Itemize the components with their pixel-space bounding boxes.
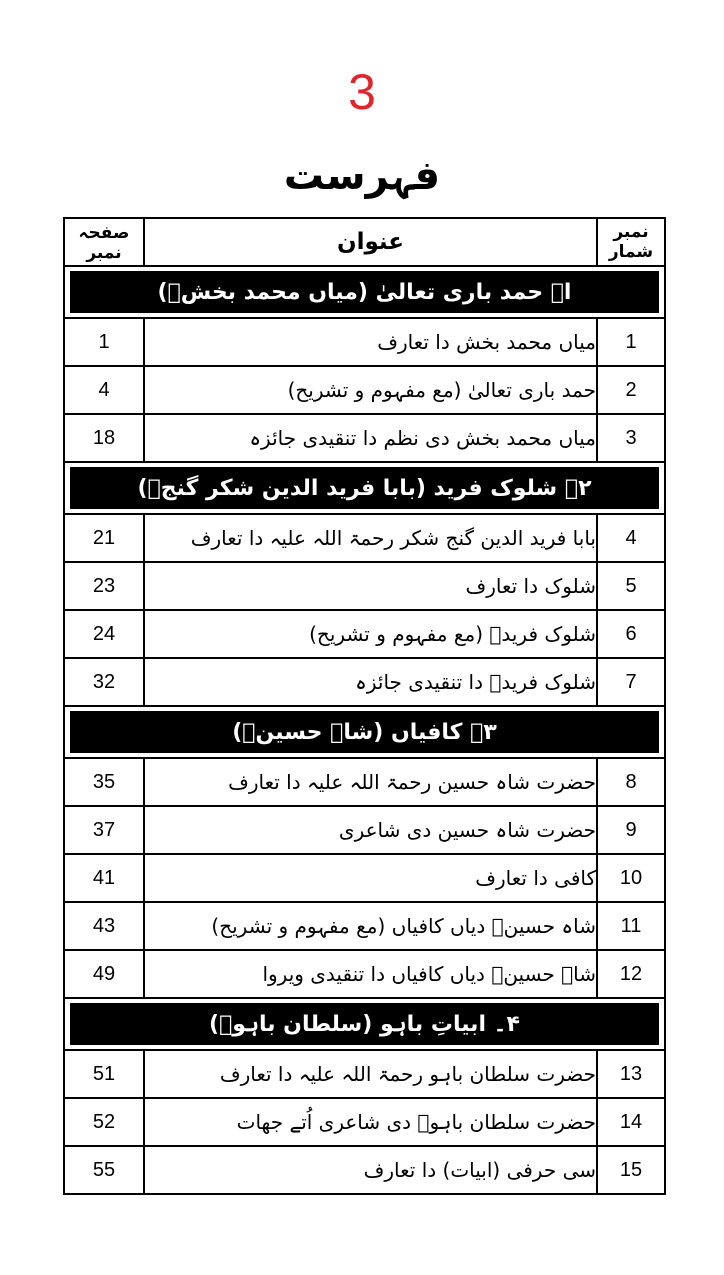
title-cell: بابا فرید الدین گنج شکر رحمۃ اللہ علیہ دا تعارف [144,514,597,562]
page-cell: 4 [64,366,144,414]
header-number: نمبر شمار [597,218,665,266]
title-cell: میاں محمد بخش دا تعارف [144,318,597,366]
page-cell: 18 [64,414,144,462]
table-row [64,414,665,462]
table-row [64,1098,665,1146]
header-title: عنوان [144,218,597,266]
page-cell: 41 [64,854,144,902]
section-heading: ۳۔ کافیاں (شاہ حسینؒ) [70,711,659,753]
number-cell: 10 [597,854,665,902]
number-cell: 7 [597,658,665,706]
table-row [64,514,665,562]
page-cell: 23 [64,562,144,610]
page-cell: 32 [64,658,144,706]
table-row [64,758,665,806]
title-cell: شلوک فریدؒ دا تنقیدی جائزہ [144,658,597,706]
page-cell: 1 [64,318,144,366]
header-row [64,218,665,266]
title-cell: سی حرفی (ابیات) دا تعارف [144,1146,597,1194]
page-title: فہرست [283,153,441,199]
table-row [64,902,665,950]
title-cell: شلوک فریدؒ (مع مفہوم و تشریح) [144,610,597,658]
title-cell: کافی دا تعارف [144,854,597,902]
section-heading-row [64,706,665,758]
table-row [64,318,665,366]
page-cell: 24 [64,610,144,658]
title-cell: حضرت شاہ حسین رحمۃ اللہ علیہ دا تعارف [144,758,597,806]
page-cell: 52 [64,1098,144,1146]
page-cell: 51 [64,1050,144,1098]
number-cell: 2 [597,366,665,414]
table-row [64,1146,665,1194]
number-cell: 11 [597,902,665,950]
page-cell: 37 [64,806,144,854]
section-heading: ا۔ حمد باری تعالیٰ (میاں محمد بخشؒ) [70,271,659,313]
contents-table-body [64,218,665,1194]
table-row [64,366,665,414]
page-cell: 55 [64,1146,144,1194]
number-cell: 3 [597,414,665,462]
table-row [64,610,665,658]
page-number: 3 [348,64,376,120]
table-row [64,1050,665,1098]
section-heading-cell [64,706,665,758]
page-cell: 49 [64,950,144,998]
number-cell: 4 [597,514,665,562]
page-cell: 43 [64,902,144,950]
number-cell: 8 [597,758,665,806]
section-heading-cell [64,462,665,514]
title-cell: حضرت سلطان باہوؒ دی شاعری اُتے جھات [144,1098,597,1146]
section-heading-cell [64,998,665,1050]
table-row [64,854,665,902]
section-heading-row [64,998,665,1050]
number-cell: 13 [597,1050,665,1098]
table-row [64,806,665,854]
number-cell: 9 [597,806,665,854]
section-heading: ۴۔ ابیاتِ باہو (سلطان باہوؒ) [70,1003,659,1045]
number-cell: 6 [597,610,665,658]
contents-table [63,217,666,1195]
header-page: صفحہ نمبر [64,218,144,266]
page-cell: 35 [64,758,144,806]
title-cell: میاں محمد بخش دی نظم دا تنقیدی جائزہ [144,414,597,462]
number-cell: 12 [597,950,665,998]
section-heading-row [64,462,665,514]
page-cell: 21 [64,514,144,562]
number-cell: 1 [597,318,665,366]
section-heading-cell [64,266,665,318]
title-cell: حضرت شاہ حسین دی شاعری [144,806,597,854]
number-cell: 5 [597,562,665,610]
title-cell: شلوک دا تعارف [144,562,597,610]
section-heading-row [64,266,665,318]
table-row [64,658,665,706]
title-cell: شاہ حسینؒ دیاں کافیاں دا تنقیدی ویروا [144,950,597,998]
section-heading: ۲۔ شلوک فرید (بابا فرید الدین شکر گنجؒ) [70,467,659,509]
title-cell: شاہ حسینؒ دیاں کافیاں (مع مفہوم و تشریح) [144,902,597,950]
number-cell: 15 [597,1146,665,1194]
table-row [64,562,665,610]
table-row [64,950,665,998]
title-cell: حضرت سلطان باہو رحمۃ اللہ علیہ دا تعارف [144,1050,597,1098]
number-cell: 14 [597,1098,665,1146]
title-cell: حمد باری تعالیٰ (مع مفہوم و تشریح) [144,366,597,414]
